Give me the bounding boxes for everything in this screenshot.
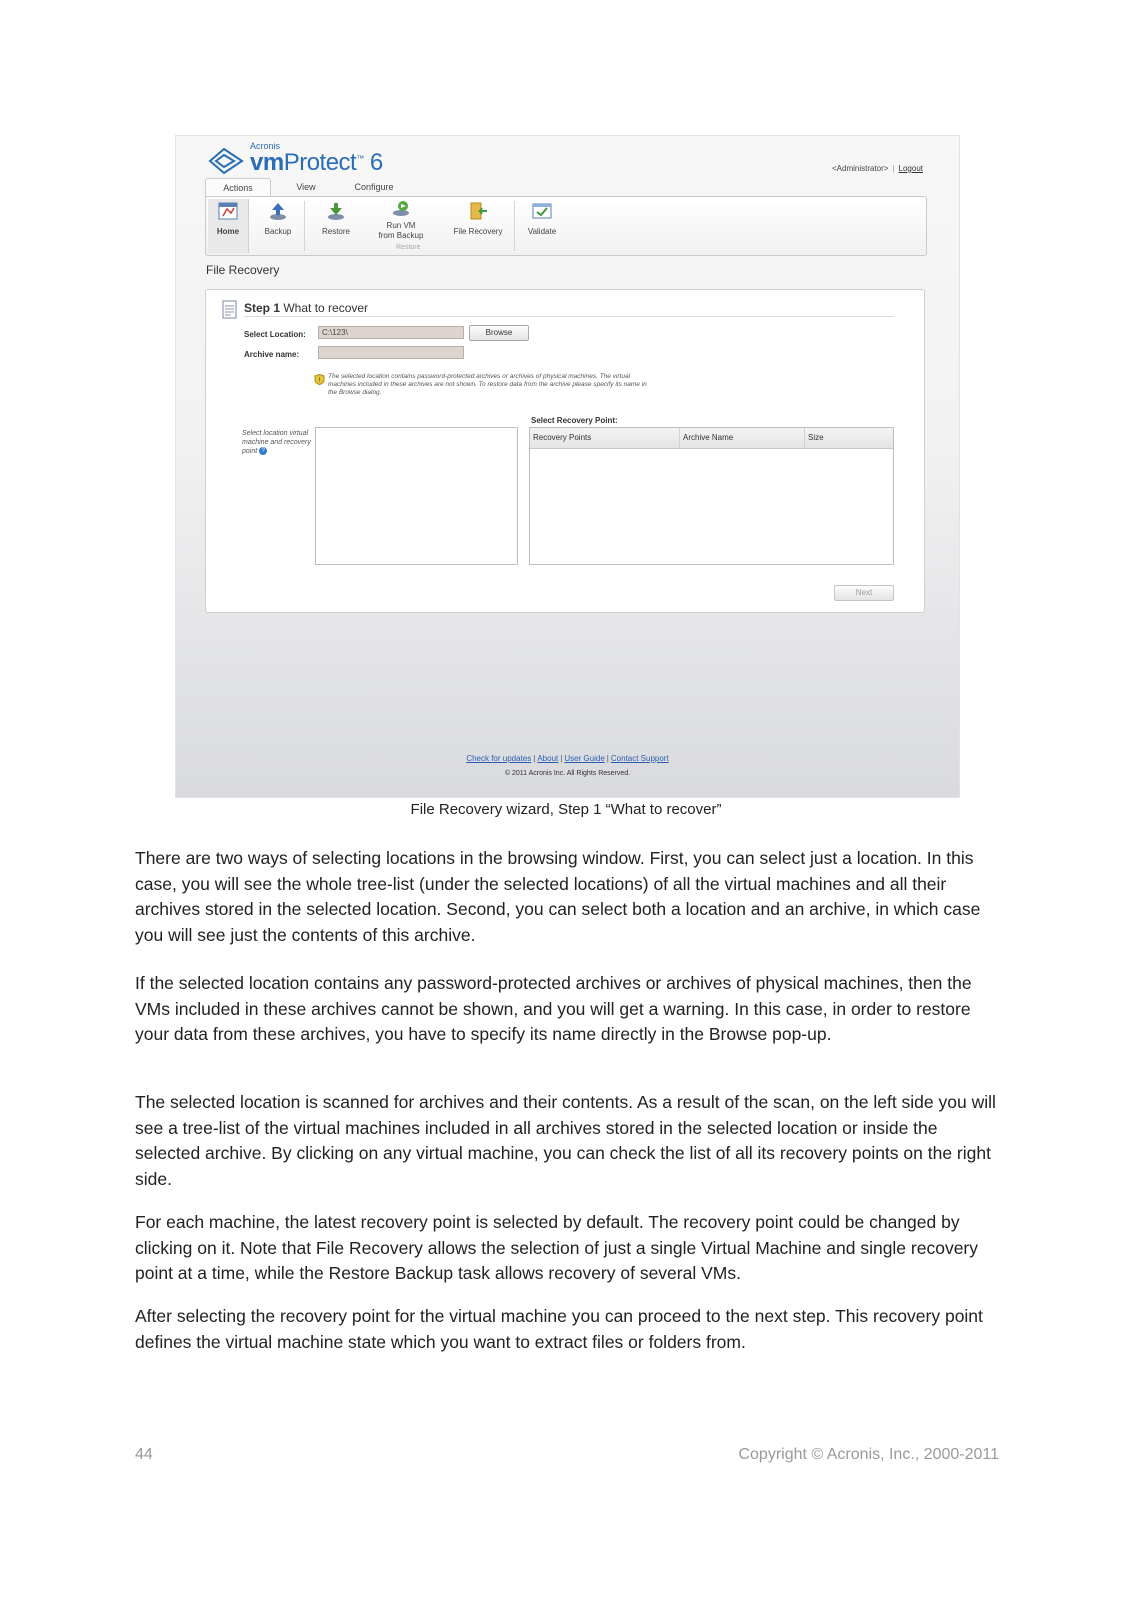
restore-icon [325, 201, 347, 221]
logout-link[interactable]: Logout [898, 164, 923, 173]
column-recovery-points[interactable]: Recovery Points [530, 428, 680, 448]
archive-name-field[interactable] [318, 346, 464, 359]
restore-button[interactable] [314, 201, 358, 237]
archive-name-label: Archive name: [244, 350, 300, 359]
recovery-point-label: Select Recovery Point: [531, 416, 618, 425]
about-link[interactable]: About [537, 754, 559, 763]
tab-view[interactable]: View [296, 182, 316, 192]
check-updates-link[interactable]: Check for updates [466, 754, 532, 763]
page-copyright: Copyright © Acronis, Inc., 2000-2011 [738, 1446, 999, 1463]
app-screenshot [175, 135, 960, 798]
page-number: 44 [135, 1446, 153, 1463]
grid-header [530, 428, 893, 449]
backup-button[interactable] [258, 201, 298, 237]
run-vm-button[interactable] [371, 198, 431, 241]
run-vm-icon [390, 198, 412, 218]
paragraph-3: The selected location is scanned for archives and their contents. As a result of the scan, on the left side you will see a tree-list of the virtual machines included in all archives stored in the selected location or inside the selected archive. By clicking on any virtual machine, you can check the list of all its recovery points on the right side. [135, 1092, 996, 1189]
acronis-logo [206, 141, 386, 181]
side-hint: Select location virtual machine and recovery point ? [242, 430, 311, 455]
paragraph-5: After selecting the recovery point for the virtual machine you can proceed to the next step. This recovery point defines the virtual machine state which you want to extract files or folders from. [135, 1306, 983, 1352]
validate-icon [531, 201, 553, 221]
select-location-field[interactable]: C:\123\ [318, 326, 464, 339]
wizard-panel [205, 289, 925, 613]
ribbon-separator [304, 201, 305, 251]
acronis-logo-icon [206, 143, 246, 179]
validate-label: Validate [527, 227, 557, 236]
section-title: File Recovery [206, 263, 280, 277]
password-warning: The selected location contains password-protected archives or archives of physical machines. The virtual machines included in these archives are not shown. To restore data from the archive please specify its name in the Browse dialog. [328, 373, 647, 396]
file-recovery-label: File Recovery [453, 227, 503, 236]
step-divider [244, 316, 894, 317]
svg-text:!: ! [318, 378, 321, 384]
browse-button[interactable]: Browse [469, 325, 529, 341]
calendar-icon [217, 201, 239, 221]
tab-actions[interactable]: Actions [205, 178, 271, 197]
warning-shield-icon [314, 374, 325, 385]
column-archive-name[interactable]: Archive Name [680, 428, 805, 448]
backup-label: Backup [264, 227, 292, 236]
home-label: Home [216, 227, 240, 236]
backup-icon [267, 201, 289, 221]
paragraph-4: For each machine, the latest recovery point is selected by default. The recovery point could be changed by clicking on it. Note that File Recovery allows the selection of just a single Virtual Machine and single recovery point at a time, while the Restore Backup task allows recovery of several VMs. [135, 1212, 979, 1283]
ribbon-toolbar [205, 196, 927, 256]
ribbon-separator [514, 201, 515, 251]
restore-group-label: Restore [396, 244, 421, 251]
brand-name: Acronis [250, 141, 281, 151]
recovery-points-grid[interactable] [529, 427, 894, 565]
paragraph-1: There are two ways of selecting locations in the browsing window. First, you can select just a location. In this case, you will see the whole tree-list (under the selected locations) of all the virtual machines and all their archives stored in the selected location. Second, you can select both a location and an archive, in which case you will see just the contents of this archive. [135, 848, 981, 945]
footer-copyright: © 2011 Acronis Inc. All Rights Reserved. [504, 770, 631, 777]
figure-caption: File Recovery wizard, Step 1 “What to recover” [410, 801, 722, 818]
vm-tree-list[interactable] [315, 427, 518, 565]
column-size[interactable]: Size [808, 433, 824, 442]
run-vm-label-2: from Backup [378, 231, 424, 240]
product-name: vmProtect™ 6 [250, 149, 383, 176]
document-icon [222, 300, 238, 320]
paragraph-2: If the selected location contains any password-protected archives or archives of physical machines, then the VMs included in these archives cannot be shown, and you will get a warning. In this case, in order to restore your data from these archives, you have to specify its name directly in the Browse pop-up. [135, 973, 972, 1044]
tab-configure[interactable]: Configure [354, 182, 394, 192]
footer-links: Check for updates | About | User Guide | Contact Support [466, 754, 669, 763]
user-name: <Administrator> [831, 164, 889, 173]
help-icon[interactable]: ? [259, 447, 267, 455]
step-title: Step 1 What to recover [244, 301, 369, 315]
user-bar: <Administrator> | Logout [831, 164, 923, 173]
file-recovery-button[interactable] [448, 201, 508, 237]
select-location-label: Select Location: [244, 330, 306, 339]
file-recovery-icon [467, 201, 489, 221]
run-vm-label-1: Run VM [386, 221, 416, 230]
validate-button[interactable] [524, 201, 560, 237]
user-guide-link[interactable]: User Guide [564, 754, 605, 763]
home-button[interactable] [210, 201, 246, 237]
next-button[interactable]: Next [834, 585, 894, 601]
restore-label: Restore [321, 227, 350, 236]
contact-support-link[interactable]: Contact Support [610, 754, 669, 763]
